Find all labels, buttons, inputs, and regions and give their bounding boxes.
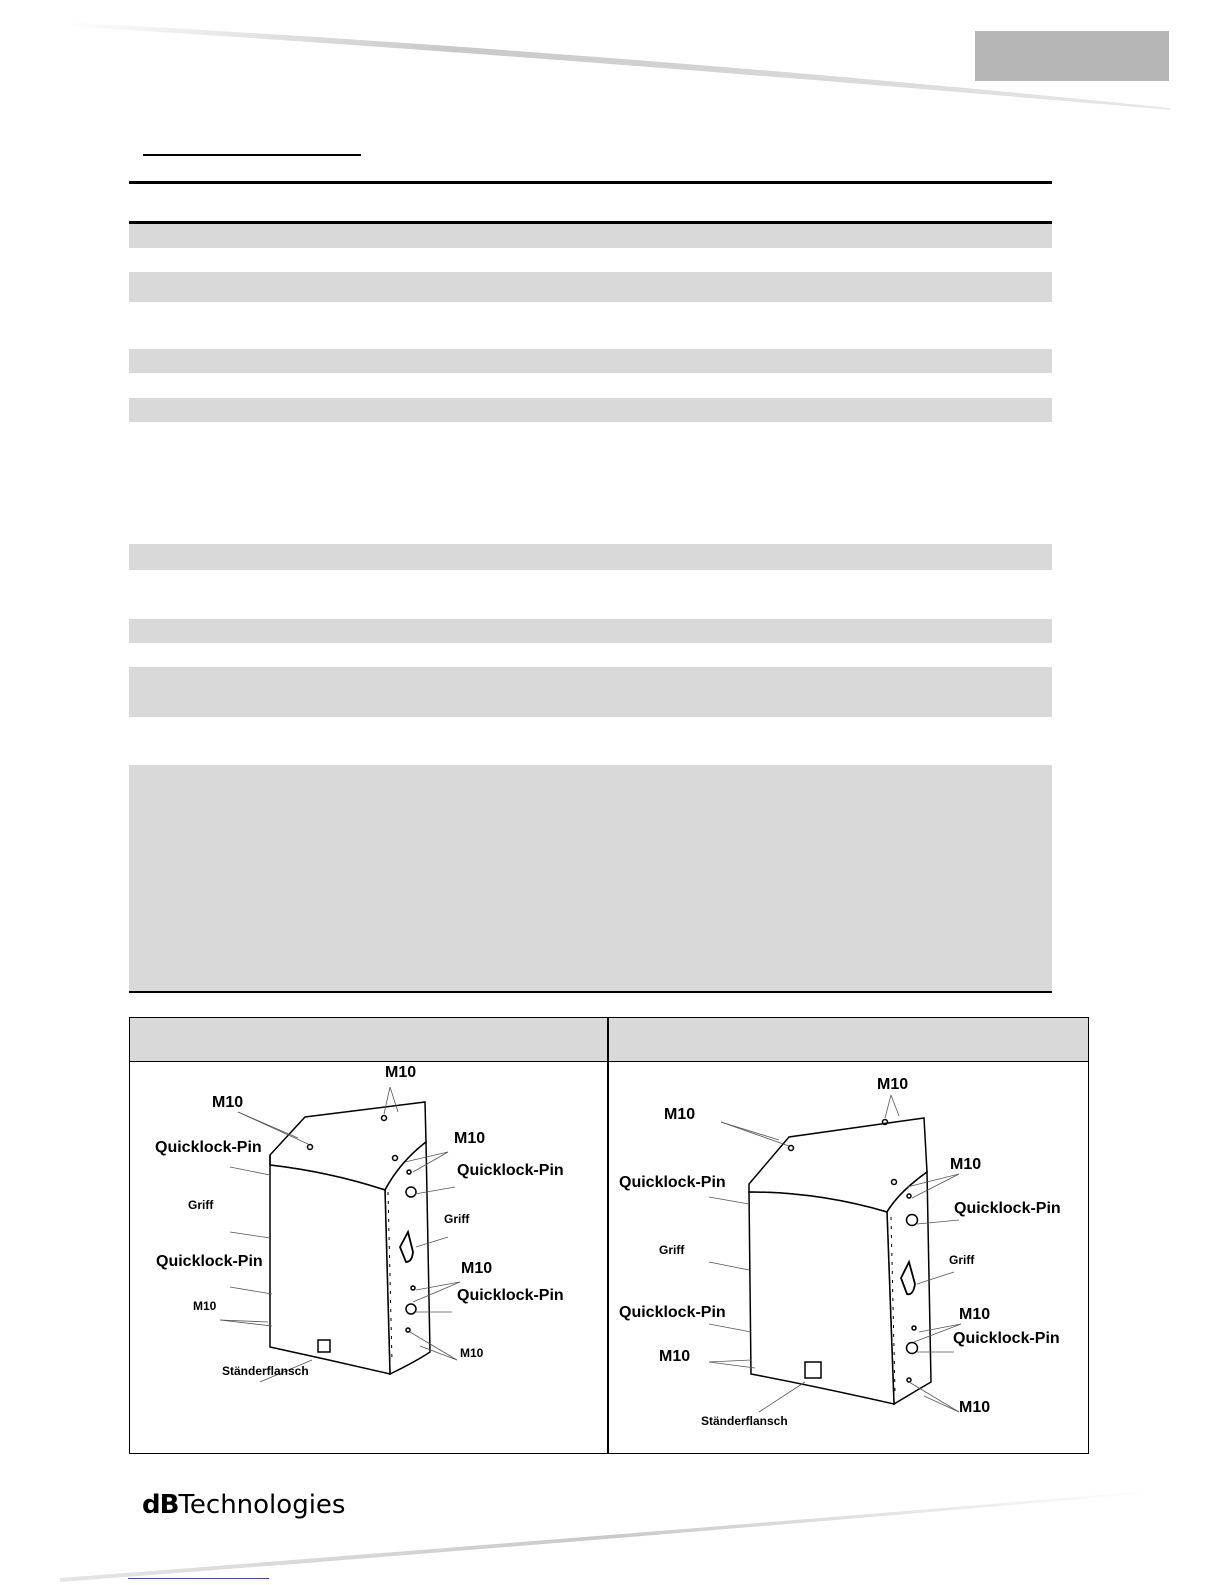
callout-griff-left: Griff	[659, 1243, 685, 1257]
callout-staenderflansch: Ständerflansch	[701, 1414, 788, 1428]
table-row-band	[129, 224, 1052, 248]
table-row-band	[129, 544, 1052, 570]
callout-m10-right-middle: M10	[959, 1306, 991, 1323]
figure-right	[609, 1062, 1087, 1452]
section-title-underline	[143, 154, 361, 156]
callout-m10-left-bottom: M10	[659, 1348, 691, 1365]
header-section-tab	[975, 31, 1169, 81]
callout-griff-left: Griff	[188, 1198, 214, 1212]
callout-quicklock-right-lower: Quicklock-Pin	[953, 1330, 1060, 1347]
callout-m10-right-bottom: M10	[959, 1399, 991, 1416]
callout-griff-right: Griff	[949, 1253, 975, 1267]
spec-table	[129, 181, 1052, 993]
logo-db: dB	[142, 1490, 179, 1520]
footer-link-underline[interactable]	[128, 1578, 269, 1579]
callout-quicklock-left-upper: Quicklock-Pin	[155, 1139, 262, 1156]
callout-m10-right-middle: M10	[461, 1260, 493, 1277]
callout-m10-right-upper: M10	[454, 1130, 486, 1147]
callout-m10-right-bottom: M10	[460, 1346, 484, 1360]
logo-technologies: Technologies	[178, 1490, 346, 1520]
table-row-band	[129, 619, 1052, 643]
table-bottom-rule	[129, 991, 1052, 993]
callout-m10-left-bottom: M10	[193, 1299, 217, 1313]
figure-table-header	[130, 1018, 1088, 1062]
callout-quicklock-right-upper: Quicklock-Pin	[954, 1200, 1061, 1217]
callout-m10-left: M10	[212, 1094, 244, 1111]
table-row-band	[129, 349, 1052, 373]
brand-logo	[142, 1490, 345, 1520]
table-top-rule	[129, 181, 1052, 184]
figure-left	[130, 1062, 607, 1452]
callout-m10-top: M10	[385, 1064, 417, 1081]
table-row-band	[129, 398, 1052, 422]
callout-quicklock-right-upper: Quicklock-Pin	[457, 1162, 564, 1179]
callout-quicklock-left-lower: Quicklock-Pin	[619, 1304, 726, 1321]
table-row-band	[129, 272, 1052, 302]
callout-staenderflansch: Ständerflansch	[222, 1364, 309, 1378]
table-row-band	[129, 765, 1052, 991]
table-row-band	[129, 667, 1052, 717]
callout-quicklock-right-lower: Quicklock-Pin	[457, 1287, 564, 1304]
callout-griff-right: Griff	[444, 1212, 470, 1226]
callout-m10-left: M10	[664, 1106, 696, 1123]
callout-quicklock-left-lower: Quicklock-Pin	[156, 1253, 263, 1270]
callout-m10-right-upper: M10	[950, 1156, 982, 1173]
callout-m10-top: M10	[877, 1076, 909, 1093]
figure-table	[129, 1017, 1089, 1454]
callout-quicklock-left-upper: Quicklock-Pin	[619, 1174, 726, 1191]
